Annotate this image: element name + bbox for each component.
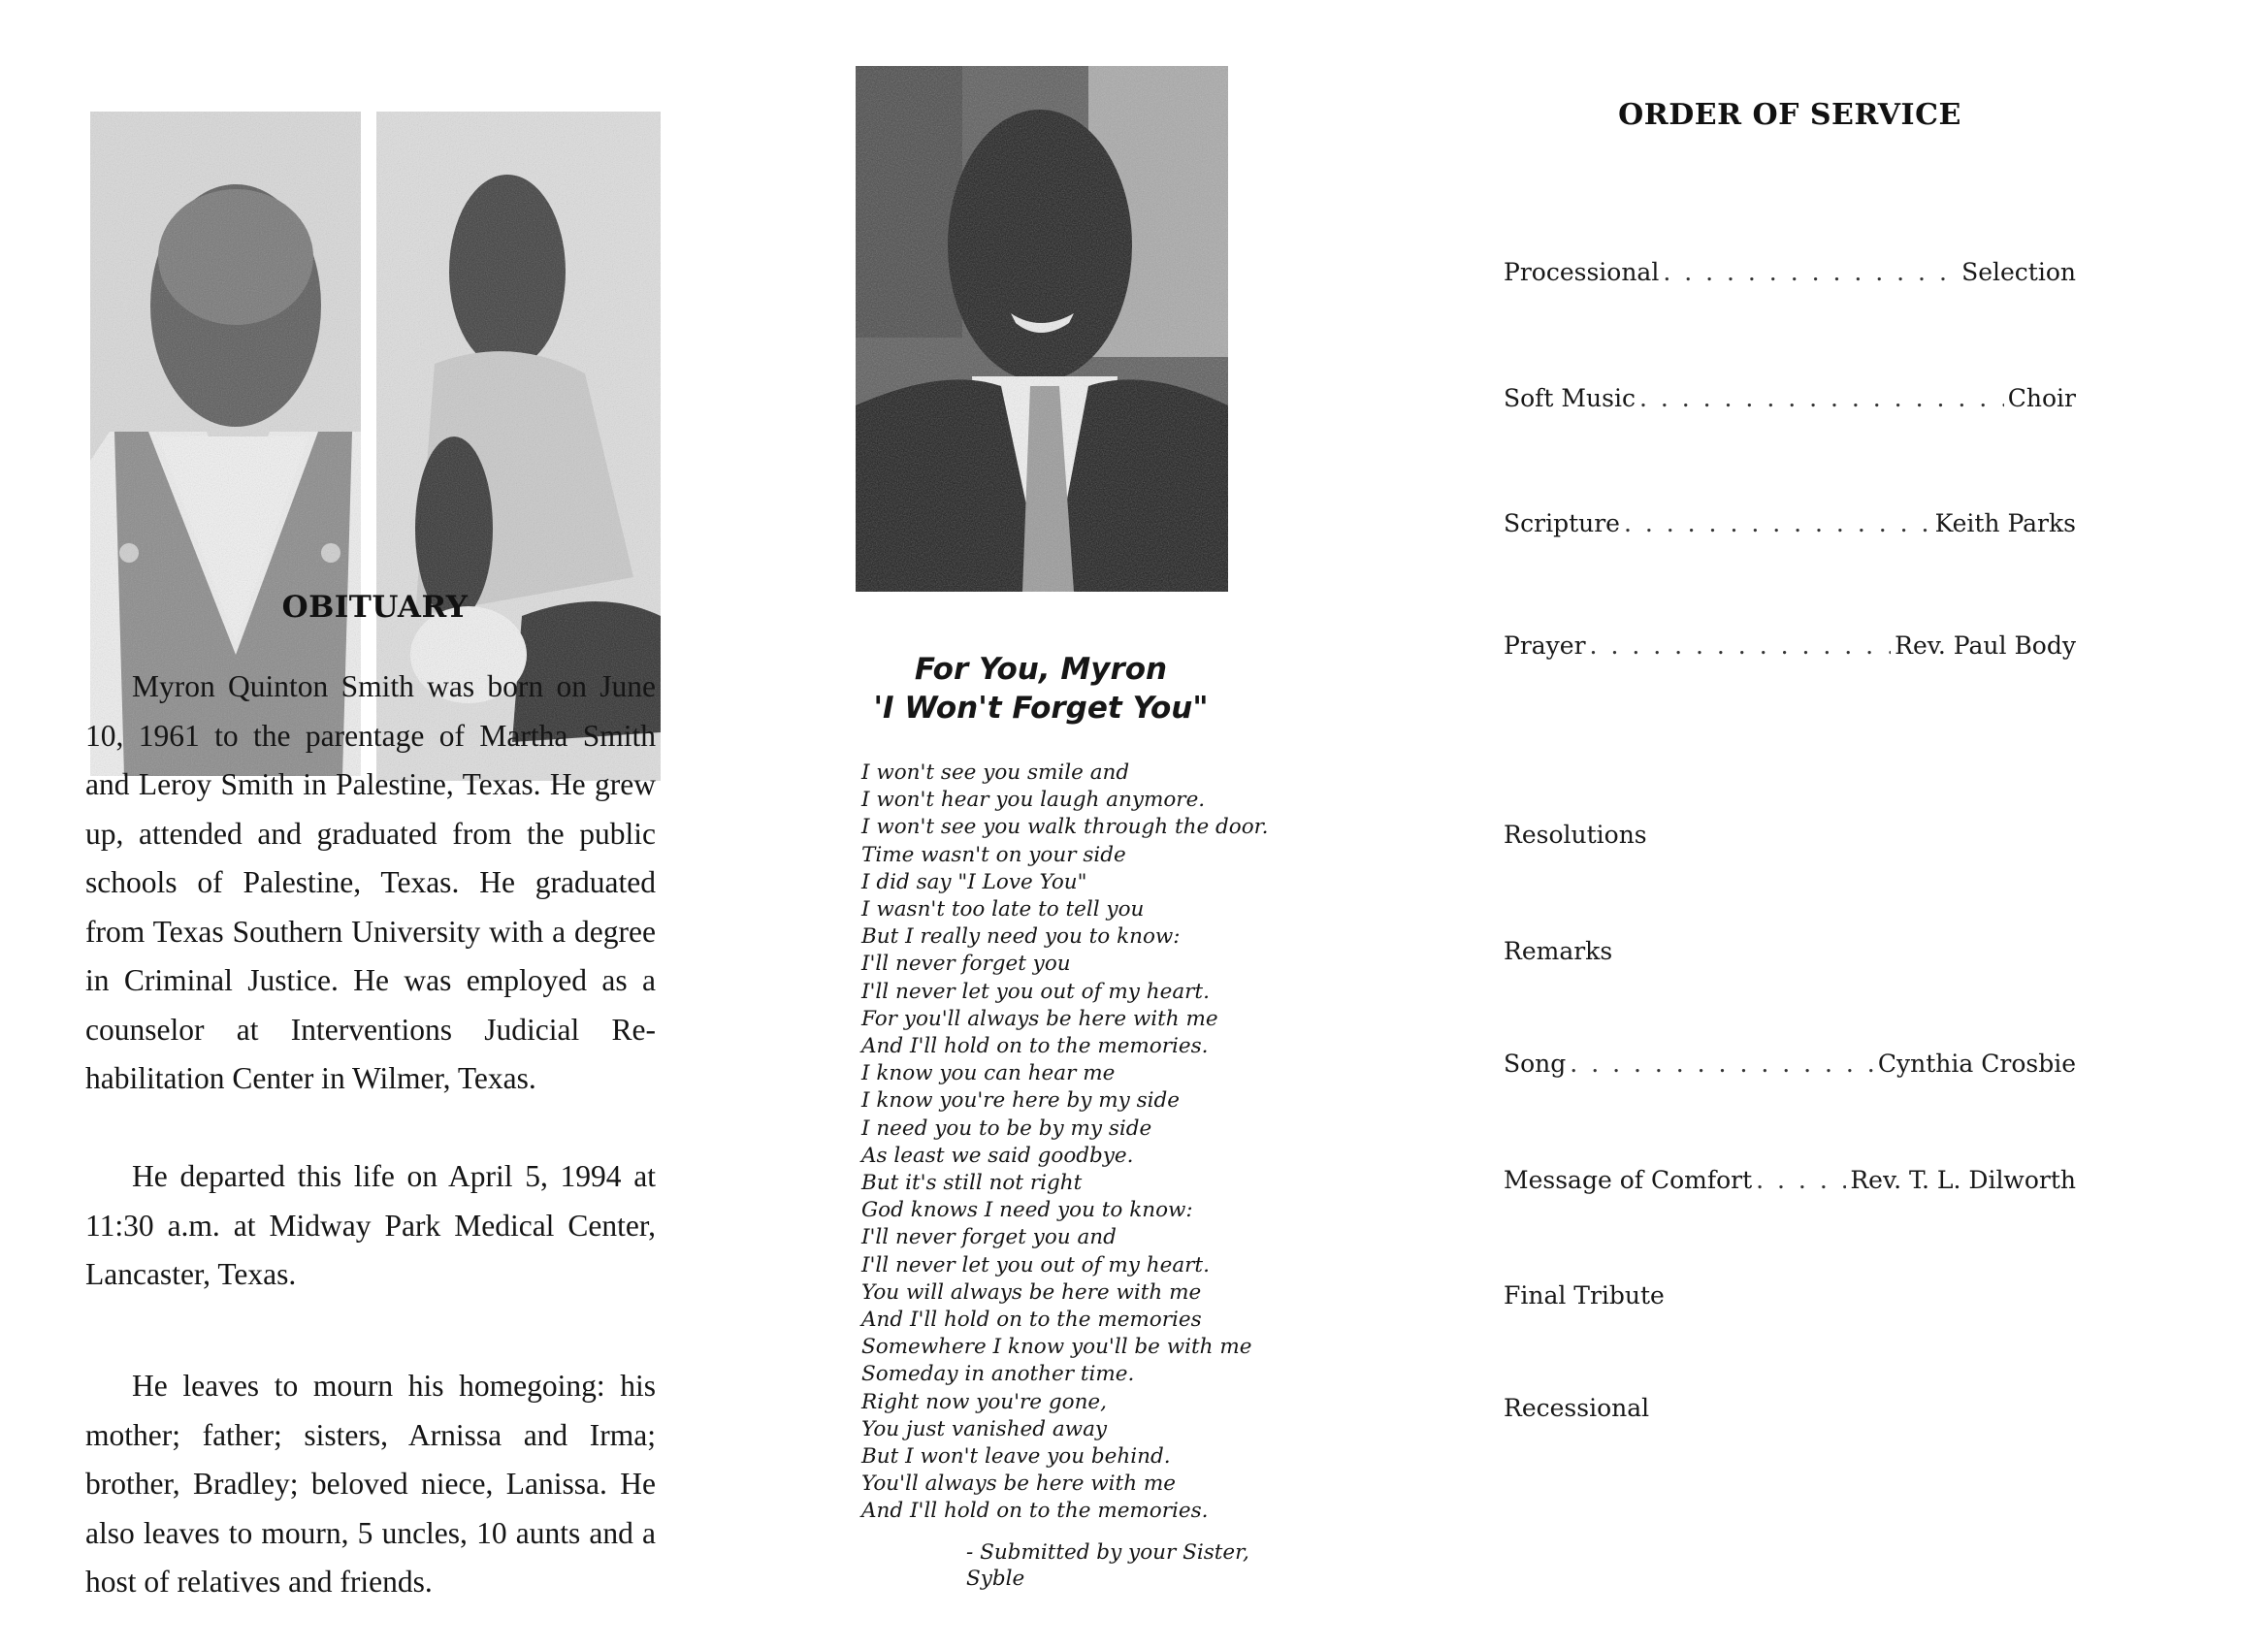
service-item-label: Prayer — [1504, 631, 1586, 660]
obituary-paragraph-survivors: He leaves to mourn his homegoing: his mother; father; sisters, Arnissa and Irma; brother, Bradley; beloved niece, Lanissa. He also leaves to mourn, 5 uncles, 10 aunts and a host of relatives and friends. — [85, 1369, 656, 1599]
service-item-label: Song — [1504, 1050, 1567, 1078]
service-item-participant: Selection — [1961, 258, 2076, 286]
service-item-label: Soft Music — [1504, 384, 1636, 412]
dot-leader — [1590, 631, 1892, 660]
poem-line: I did say "I Love You" — [861, 869, 1087, 894]
poem-line: Time wasn't on your side — [861, 842, 1126, 867]
poem-line: I know you can hear me — [861, 1061, 1116, 1086]
poem-line: God knows I need you to know: — [861, 1198, 1193, 1223]
attribution-line2: Syble — [966, 1567, 1025, 1591]
poem-line: I wasn't too late to tell you — [861, 897, 1145, 922]
poem-body — [861, 760, 1268, 1526]
portrait-photo — [856, 66, 1228, 592]
obituary-paragraph-birth: Myron Quinton Smith was born on June 10, 1961 to the parentage of Martha Smith and Leroy Smith in Palestine, Texas. He grew up, attended and graduated from the public schools of Palestine, Texas. He graduated from Texas Southern University with a degree in Criminal Justice. He was employed as a counselor at Interventions Judicial Rehabilitation Center in Wilmer, Texas. — [85, 669, 656, 1095]
order-of-service-item — [1504, 821, 2076, 854]
poem-line: I need you to be by my side — [861, 1116, 1152, 1141]
obituary-paragraph-death: He departed this life on April 5, 1994 at 11:30 a.m. at Midway Park Medical Center, Lancaster, Texas. — [85, 1159, 656, 1291]
order-of-service-item — [1504, 258, 2076, 291]
obituary-heading: OBITUARY — [281, 590, 469, 625]
portrait-photo-image — [856, 66, 1228, 592]
poem-line: I know you're here by my side — [861, 1088, 1180, 1114]
poem-title-line2: 'I Won't Forget You" — [873, 691, 1209, 726]
poem-line: I'll never forget you and — [861, 1225, 1117, 1250]
dot-leader — [1570, 1050, 1874, 1078]
order-of-service-item — [1504, 1394, 2076, 1427]
poem-title-line1: For You, Myron — [914, 652, 1168, 687]
poem-line: I'll never forget you — [861, 952, 1071, 977]
dot-leader — [1756, 1166, 1846, 1194]
service-item-participant: Rev. T. L. Dilworth — [1850, 1166, 2076, 1194]
poem-attribution — [966, 1539, 1249, 1592]
poem-line: Somewhere I know you'll be with me — [861, 1335, 1252, 1360]
poem-line: I'll never let you out of my heart. — [861, 1252, 1210, 1277]
service-item-participant: Keith Parks — [1934, 509, 2076, 537]
poem-line: I won't see you smile and — [861, 760, 1130, 785]
service-item-participant: Choir — [2007, 384, 2076, 412]
service-item-participant: Cynthia Crosbie — [1877, 1050, 2076, 1078]
poem-line: But it's still not right — [861, 1171, 1083, 1196]
poem-line: And I'll hold on to the memories — [861, 1308, 1202, 1333]
poem-line: Someday in another time. — [861, 1362, 1135, 1387]
poem-line: I won't hear you laugh anymore. — [861, 788, 1206, 813]
poem-line: You will always be here with me — [861, 1279, 1202, 1305]
service-item-label: Remarks — [1504, 937, 1613, 965]
poem-line: As least we said goodbye. — [861, 1143, 1134, 1168]
order-of-service-item — [1504, 1050, 2076, 1083]
poem-line: But I won't leave you behind. — [861, 1444, 1171, 1470]
service-item-label: Message of Comfort — [1504, 1166, 1753, 1194]
service-item-participant: Rev. Paul Body — [1895, 631, 2076, 660]
poem-line: You'll always be here with me — [861, 1471, 1176, 1497]
service-item-label: Resolutions — [1504, 821, 1647, 849]
order-of-service-item — [1504, 937, 2076, 970]
order-of-service-item — [1504, 1281, 2076, 1314]
order-of-service-item — [1504, 384, 2076, 417]
poem-line: I won't see you walk through the door. — [861, 815, 1269, 840]
dot-leader — [1663, 258, 1958, 286]
dot-leader — [1639, 384, 2004, 412]
order-of-service-item — [1504, 509, 2076, 542]
poem-line: For you'll always be here with me — [861, 1006, 1218, 1031]
service-item-label: Recessional — [1504, 1394, 1650, 1422]
poem-line: Right now you're gone, — [861, 1389, 1107, 1414]
order-of-service-item — [1504, 1166, 2076, 1199]
order-of-service-item — [1504, 631, 2076, 664]
service-item-label: Final Tribute — [1504, 1281, 1665, 1310]
poem-line: I'll never let you out of my heart. — [861, 979, 1210, 1004]
service-item-label: Processional — [1504, 258, 1660, 286]
poem-line: You just vanished away — [861, 1416, 1108, 1441]
poem-line: And I'll hold on to the memories. — [861, 1034, 1209, 1059]
attribution-line1: - Submitted by your Sister, — [966, 1540, 1249, 1565]
order-of-service-heading: ORDER OF SERVICE — [1618, 98, 1961, 132]
dot-leader — [1624, 509, 1931, 537]
poem-line: But I really need you to know: — [861, 924, 1181, 950]
poem-line: And I'll hold on to the memories. — [861, 1499, 1209, 1524]
service-item-label: Scripture — [1504, 509, 1620, 537]
